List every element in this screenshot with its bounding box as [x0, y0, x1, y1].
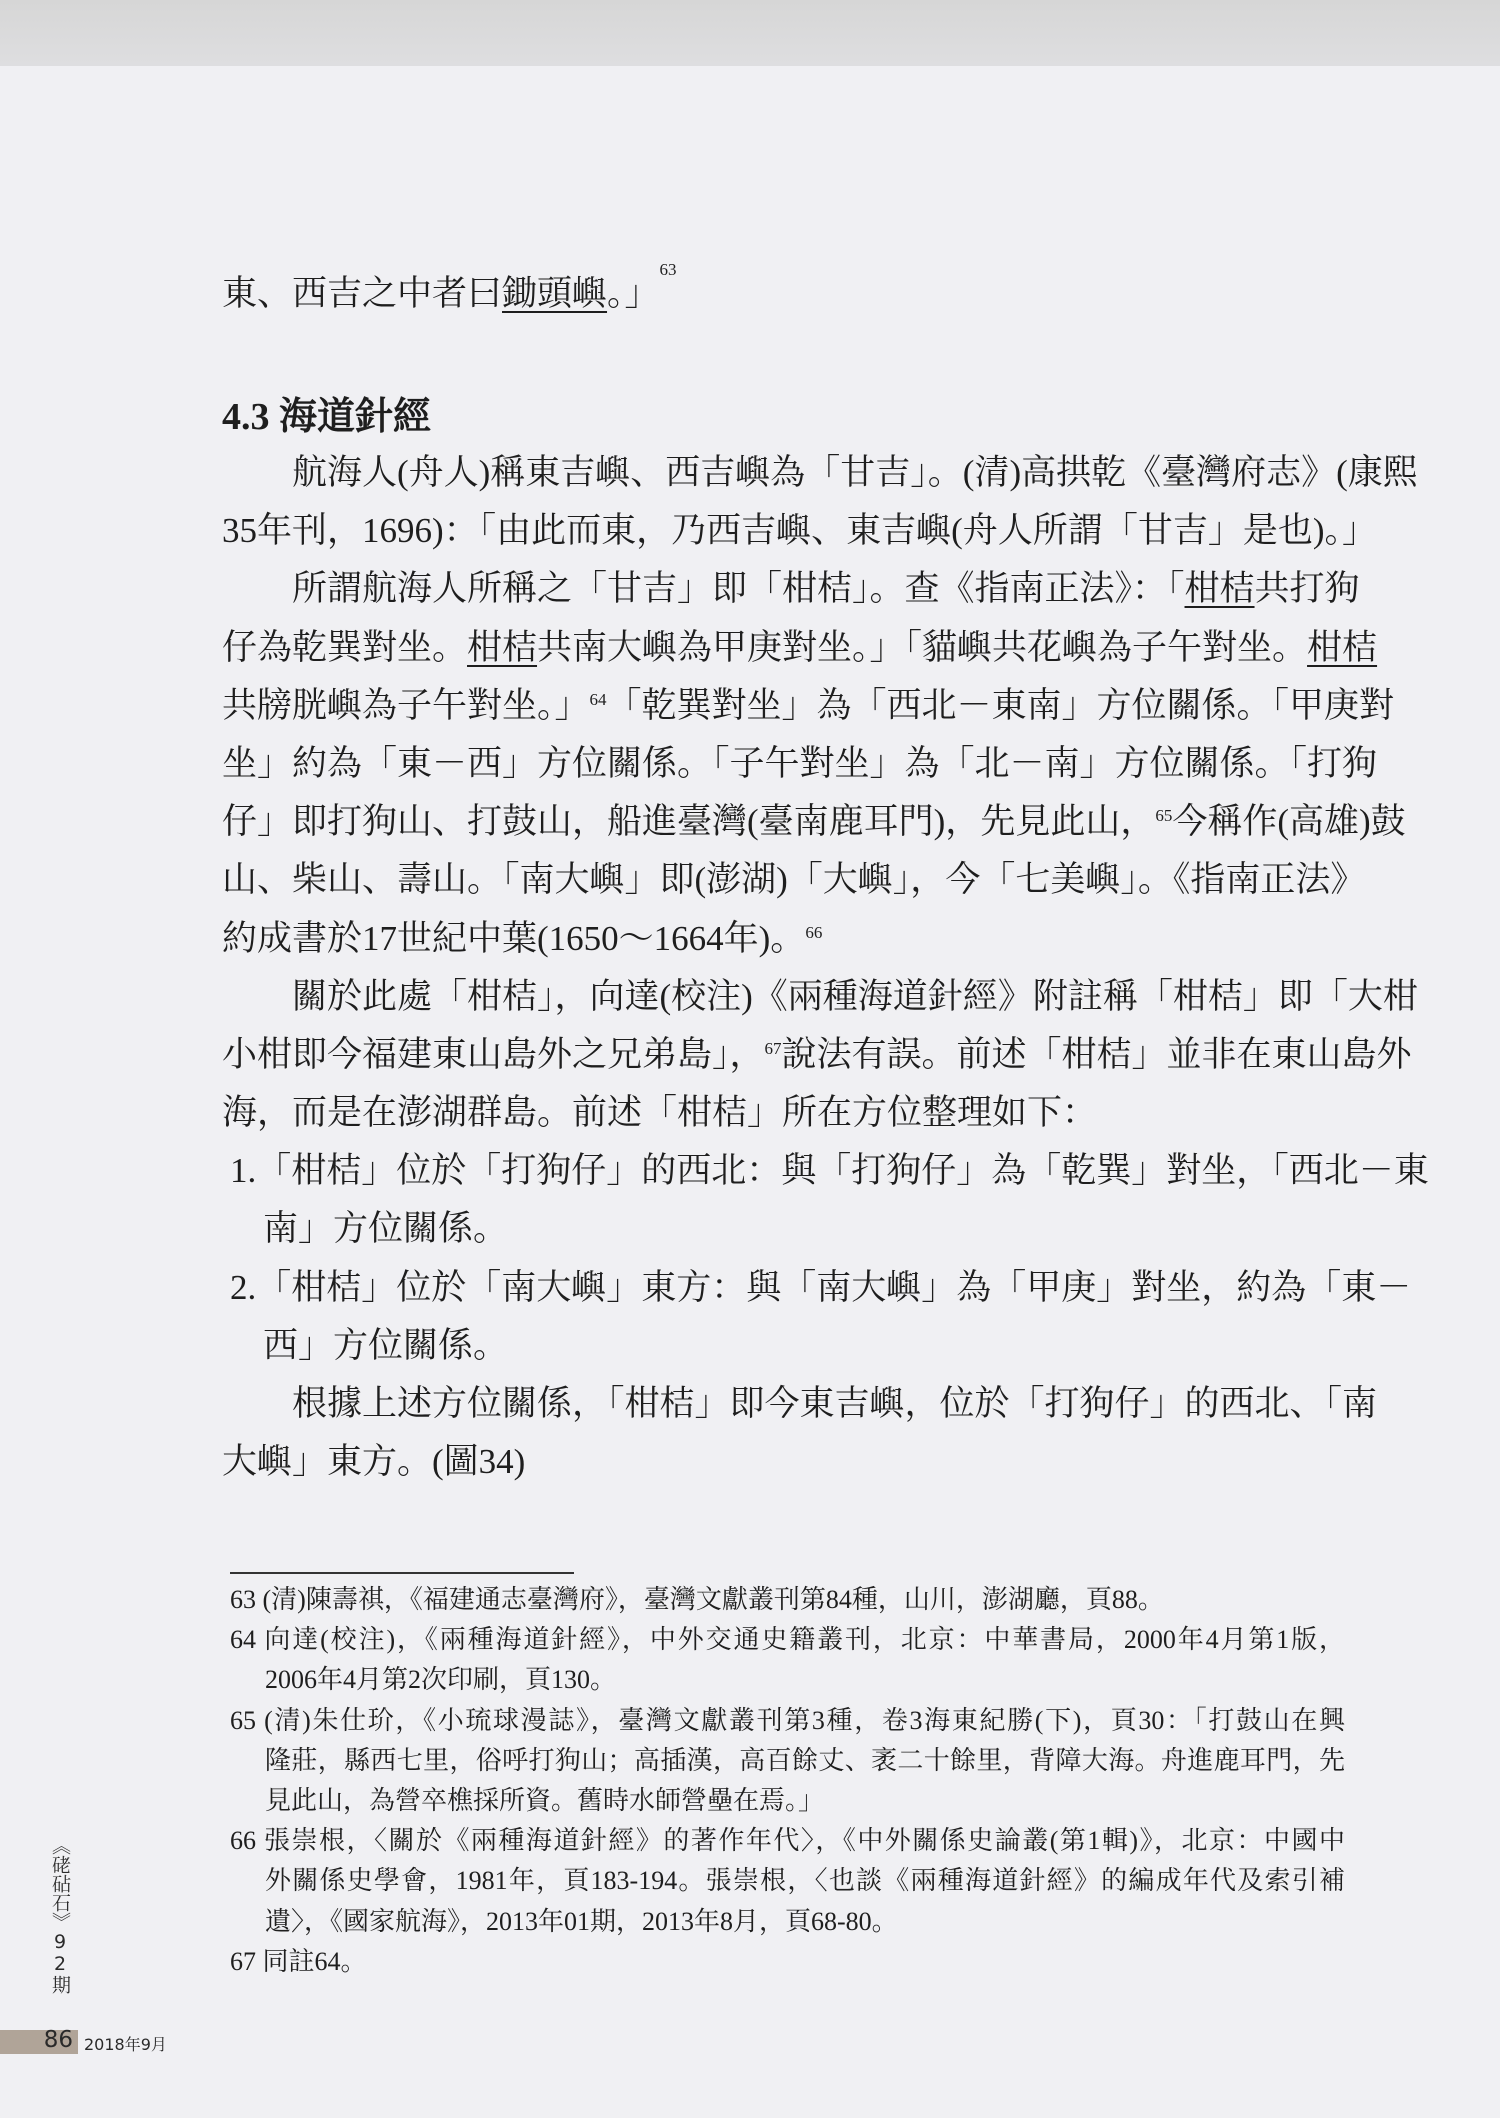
text-segment: 西」方位關係。: [263, 1325, 509, 1365]
paragraph: [222, 444, 1418, 560]
text-segment: 仔為乾巽對坐。: [222, 627, 468, 667]
list-item: [222, 1142, 1429, 1258]
text-segment: 今稱作(高雄)鼓: [1172, 802, 1406, 842]
text-segment: 仔」即打狗山、打鼓山，船進臺灣(臺南鹿耳門)，先見此山，: [222, 802, 1156, 842]
text-segment: 海，而是在澎湖群島。前述「柑桔」所在方位整理如下：: [222, 1093, 1098, 1133]
paragraph: [222, 1375, 1378, 1491]
text-line: [222, 1200, 1345, 1258]
text-segment: 大嶼」東方。(圖34): [222, 1442, 526, 1482]
underlined-term: 鋤頭嶼: [502, 274, 608, 313]
text-segment: 共牓胱嶼為子午對坐。」: [222, 685, 590, 725]
text-line: [222, 619, 1378, 677]
text-line: [222, 444, 1418, 502]
text-segment: 約成書於17世紀中葉(1650～1664年)。: [222, 918, 806, 958]
text-segment: 「乾巽對坐」為「西北－東南」方位關係。「甲庚對: [606, 685, 1395, 725]
list-item: [222, 1259, 1412, 1375]
underlined-term: 柑桔: [467, 627, 538, 667]
text-line: [222, 1142, 1429, 1200]
intro-line: [222, 260, 1345, 316]
text-line: [222, 1375, 1378, 1433]
text-line: [222, 910, 1345, 968]
footnote-line: 外關係史學會，1981年，頁183-194。張崇根，〈也談《兩種海道針經》的編成年代及索引補: [265, 1866, 1345, 1896]
text-segment: 航海人(舟人)稱東吉嶼、西吉嶼為「甘吉」。(清)高拱乾《臺灣府志》(康熙: [292, 453, 1418, 492]
page-number-box: [0, 2027, 78, 2054]
text-segment: 所謂航海人所稱之「甘吉」即「柑桔」。查《指南正法》：「: [292, 569, 1185, 609]
text-line: [222, 735, 1378, 793]
text-segment: 山、柴山、壽山。「南大嶼」即(澎湖)「大嶼」，今「七美嶼」。《指南正法》: [222, 860, 1366, 900]
text-line: [222, 968, 1418, 1026]
footnote-line: 見此山，為營卒樵採所資。舊時水師營壘在焉。」: [265, 1785, 825, 1815]
text-line: [222, 502, 1377, 560]
paragraph: [222, 560, 1406, 967]
text-line: [222, 1026, 1412, 1084]
footnote-ref: 63: [659, 260, 677, 279]
text-line: [222, 677, 1395, 735]
text-line: [222, 1084, 1345, 1142]
footnote-line: 遺〉，《國家航海》，2013年01期，2013年8月，頁68-80。: [265, 1906, 898, 1936]
text-segment: 2.「柑桔」位於「南大嶼」東方：與「南大嶼」為「甲庚」對坐，約為「東－: [230, 1267, 1412, 1307]
footnote-line: 64 向達(校注)，《兩種海道針經》，中外交通史籍叢刊，北京：中華書局，2000年4月第1版，: [230, 1625, 1345, 1655]
footnote-line: 隆莊，縣西七里，俗呼打狗山；高插漢，高百餘丈、袤二十餘里，背障大海。舟進鹿耳門，先: [265, 1745, 1345, 1775]
text-segment: 35年刊，1696)：「由此而東，乃西吉嶼、東吉嶼(舟人所謂「甘吉」是也)。」: [222, 511, 1377, 551]
footnote: [230, 1821, 1345, 1942]
footnotes: [230, 1580, 1345, 1982]
scan-top-band: [0, 0, 1500, 66]
footnote: [230, 1580, 1345, 1620]
footnote-line: 67 同註64。: [230, 1946, 367, 1976]
text-segment: 小柑即今福建東山島外之兄弟島」，: [222, 1034, 765, 1074]
footnote: [230, 1620, 1345, 1700]
underlined-term: 柑桔: [1307, 627, 1378, 667]
footnote-line: 2006年4月第2次印刷，頁130。: [265, 1665, 617, 1695]
text-line: [222, 560, 1360, 618]
paragraph: [222, 968, 1418, 1143]
text-line: [222, 1433, 1345, 1491]
issue-date: 2018年9月: [84, 2035, 167, 2054]
footnote-line: 66 張崇根，〈關於《兩種海道針經》的著作年代〉，《中外關係史論叢(第1輯)》，北京：中國中: [230, 1826, 1345, 1856]
text-segment: 共打狗: [1254, 569, 1360, 609]
text-segment: 根據上述方位關係，「柑桔」即今東吉嶼，位於「打狗仔」的西北、「南: [292, 1384, 1378, 1423]
intro-text: 東、西吉之中者曰: [222, 274, 503, 313]
footnote-ref: 66: [805, 922, 823, 942]
text-segment: 共南大嶼為甲庚對坐。」「貓嶼共花嶼為子午對坐。: [537, 627, 1308, 667]
footnote-line: 65 (清)朱仕玠，《小琉球漫誌》，臺灣文獻叢刊第3種，卷3海東紀勝(下)，頁30：「打鼓山在興: [230, 1705, 1345, 1735]
body-text: [222, 444, 1429, 1491]
underlined-term: 柑桔: [1184, 569, 1255, 609]
footnote-line: 63 (清)陳壽祺，《福建通志臺灣府》，臺灣文獻叢刊第84種，山川，澎湖廳，頁88。: [230, 1585, 1164, 1614]
text-segment: 1.「柑桔」位於「打狗仔」的西北：與「打狗仔」為「乾巽」對坐，「西北－東: [230, 1151, 1429, 1191]
text-segment: 說法有誤。前述「柑桔」並非在東山島外: [781, 1034, 1412, 1074]
journal-title: 《硓砧石》92期: [49, 1836, 71, 1994]
text-line: [222, 1259, 1412, 1317]
text-segment: 關於此處「柑桔」，向達(校注)《兩種海道針經》附註稱「柑桔」即「大柑: [292, 976, 1418, 1016]
footnote-ref: 67: [764, 1038, 782, 1058]
text-segment: 坐」約為「東－西」方位關係。「子午對坐」為「北－南」方位關係。「打狗: [222, 743, 1378, 783]
text-line: [222, 851, 1366, 909]
text-line: [222, 793, 1406, 851]
text-line: [222, 1317, 1345, 1375]
text-segment: 南」方位關係。: [263, 1209, 509, 1249]
section-heading: 4.3 海道針經: [222, 396, 432, 438]
footnote: [230, 1701, 1345, 1822]
intro-text-end: 。」: [607, 274, 660, 313]
footnote-ref: 64: [589, 689, 607, 709]
footnote-ref: 65: [1155, 806, 1173, 826]
page-number: 86: [43, 2027, 73, 2053]
footnote-divider: [230, 1572, 574, 1574]
footnote: [230, 1942, 1345, 1982]
